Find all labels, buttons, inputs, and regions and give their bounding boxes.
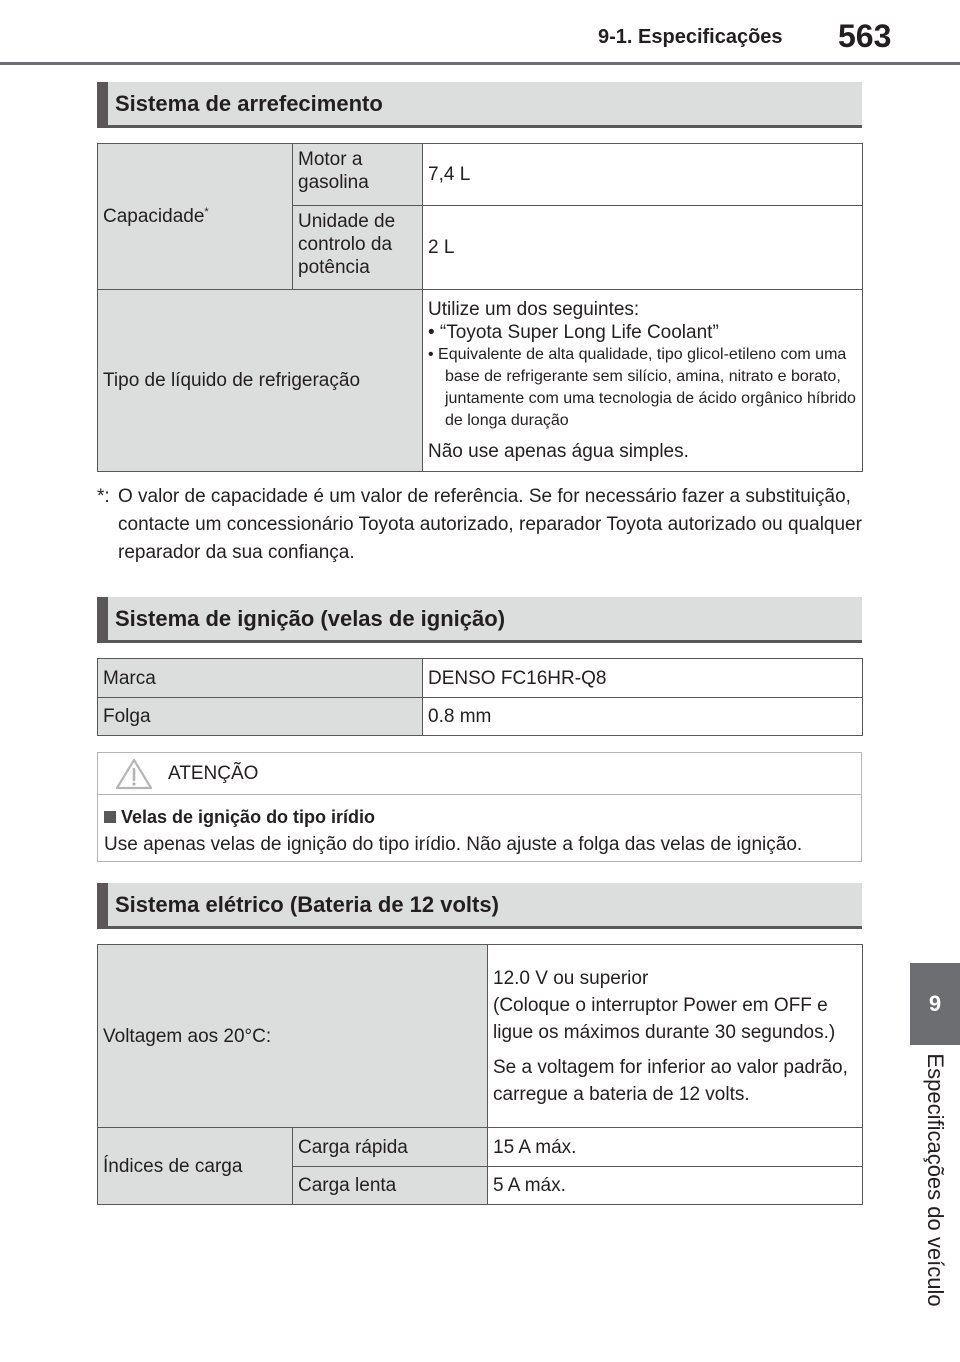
header-rule [0,62,960,65]
engine-label: Motor a gasolina [293,144,423,206]
brand-label: Marca [98,659,423,698]
voltage-instruction: (Coloque o interruptor Power em OFF e ligue os máximos durante 30 segundos.) [493,994,836,1043]
brand-value: DENSO FC16HR-Q8 [423,659,863,698]
table-row [98,945,863,1128]
table-row [98,144,863,206]
capacity-footnote [97,483,862,567]
footnote-text: O valor de capacidade é um valor de referência. Se for necessário fazer a substituição, contacte um concessionário Toyota autorizado, reparador Toyota autorizado ou qualquer reparador da sua confiança. [118,486,862,563]
table-row [98,290,863,472]
section-header: 9-1. Especificações [598,26,783,48]
slow-charge-label: Carga lenta [293,1167,488,1205]
voltage-label: Voltagem aos 20°C: [98,945,488,1128]
warning-triangle-icon [114,757,154,791]
coolant-option-1: • “Toyota Super Long Life Coolant” [428,322,719,343]
caution-header [98,753,861,795]
caution-title: ATENÇÃO [168,763,259,784]
electrical-table [97,944,863,1205]
pcu-label: Unidade de controlo da potência [293,206,423,290]
capacity-label: Capacidade* [98,144,293,290]
quick-charge-value: 15 A máx. [488,1128,863,1167]
coolant-note: Não use apenas água simples. [428,441,689,462]
footnote-marker: * [204,206,209,218]
electrical-section-title: Sistema elétrico (Bateria de 12 volts) [97,883,862,929]
table-row [98,1128,863,1167]
chapter-tab: 9 [910,963,960,1045]
cooling-section-title: Sistema de arrefecimento [97,82,862,128]
caution-box [97,752,862,862]
page-number: 563 [838,18,892,54]
gap-label: Folga [98,698,423,736]
coolant-intro: Utilize um dos seguintes: [428,299,640,320]
caution-subtitle: Velas de ignição do tipo irídio [104,803,855,831]
slow-charge-value: 5 A máx. [488,1167,863,1205]
chapter-title: Especificações do veículo [923,1053,948,1307]
caution-text: Use apenas velas de ignição do tipo irídio. Não ajuste a folga das velas de ignição. [104,834,803,855]
engine-capacity-value: 7,4 L [423,144,863,206]
voltage-value: 12.0 V ou superior [493,967,649,989]
voltage-note: Se a voltagem for inferior ao valor padrão, carregue a bateria de 12 volts. [493,1056,848,1105]
pcu-capacity-value: 2 L [423,206,863,290]
coolant-type-value [423,290,863,472]
voltage-value-cell [488,945,863,1128]
coolant-type-label: Tipo de líquido de refrigeração [98,290,423,472]
ignition-section-title: Sistema de ignição (velas de ignição) [97,597,862,643]
gap-value: 0.8 mm [423,698,863,736]
cooling-table [97,143,863,472]
footnote-mark: *: [97,486,110,507]
quick-charge-label: Carga rápida [293,1128,488,1167]
table-row [98,698,863,736]
table-row [98,659,863,698]
charge-rate-label: Índices de carga [98,1128,293,1205]
caution-body [98,795,861,859]
ignition-table [97,658,863,736]
square-bullet-icon [104,811,116,823]
coolant-option-2: • Equivalente de alta qualidade, tipo glicol-etileno com uma base de refrigerante sem silício, amina, nitrato e borato, juntamente com uma tecnologia de ácido orgânico híbrido de longa duração [428,346,856,429]
